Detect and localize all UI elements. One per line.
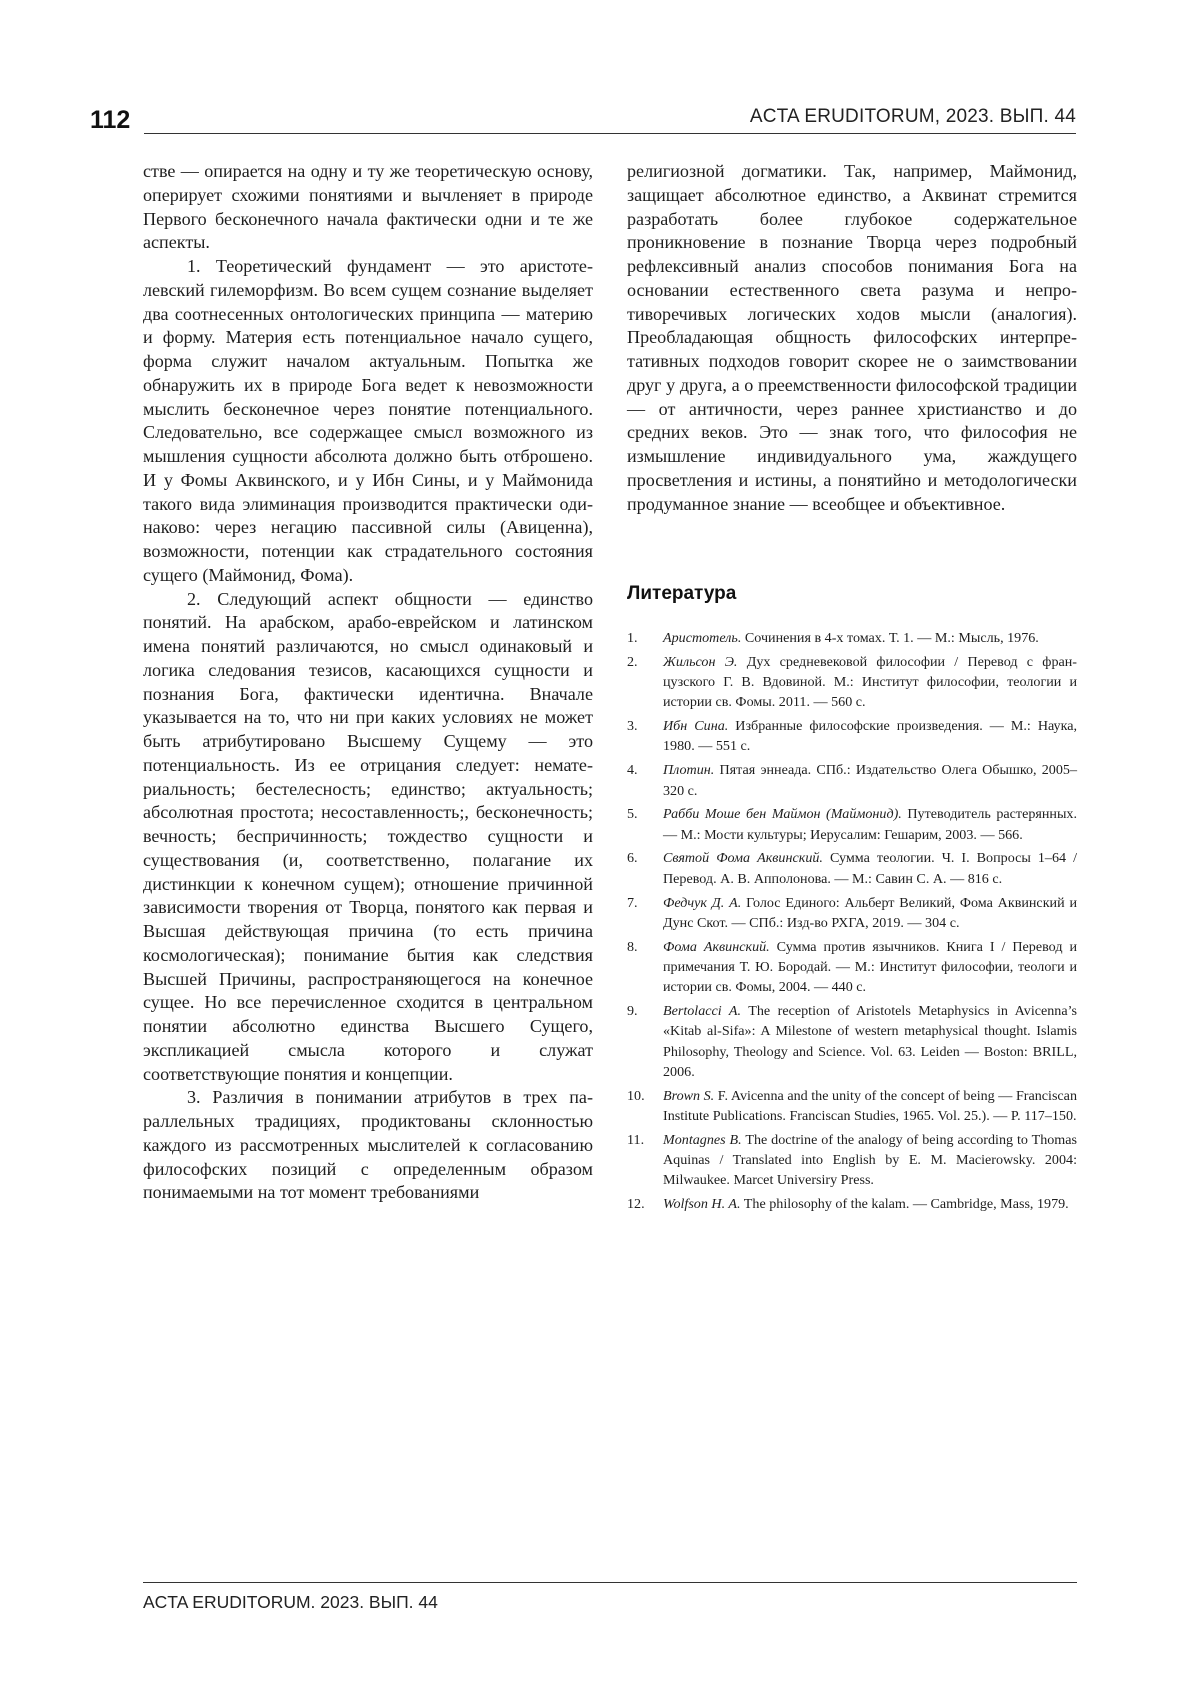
reference-item (627, 1130, 1077, 1191)
running-header (90, 104, 1076, 134)
reference-text: Путеводитель растерянных. — М.: Мости культуры; Иерусалим: Гешарим, 2003. — 566. (663, 806, 1077, 843)
reference-item (627, 1194, 1077, 1214)
reference-text: Дух средневековой философии / Перевод с французского Г. В. Вдовиной. М.: Институт философии, теологии и истории св. Фомы. 2011. — 560 с. (663, 653, 1077, 711)
reference-author: Ибн Сина. (663, 718, 729, 735)
reference-author: Святой Фома Аквинский. (663, 850, 823, 867)
header-rule (144, 133, 1076, 134)
reference-number: 12. (627, 1196, 645, 1213)
reference-number: 1. (627, 630, 638, 646)
reference-text: Голос Единого: Альберт Великий, Фома Аквинский и Дунс Скот. — СПб.: Изд-во РХГА, 2019. — 304 с. (663, 894, 1078, 931)
reference-text: Сочинения в 4-х томах. Т. 1. — М.: Мысль, 1976. (741, 630, 1039, 646)
reference-number: 11. (627, 1131, 645, 1148)
reference-number: 6. (627, 850, 638, 867)
reference-number: 8. (627, 938, 638, 955)
reference-item (627, 652, 1077, 713)
left-column (143, 160, 593, 1205)
reference-text: The philosophy of the kalam. — Cambridge, Mass, 1979. (740, 1196, 1069, 1213)
reference-text: Избранные философские произведения. — М.: Наука, 1980. — 551 с. (663, 718, 1077, 755)
reference-number: 2. (627, 653, 638, 670)
reference-number: 7. (627, 894, 638, 911)
reference-number: 3. (627, 718, 638, 735)
reference-author: Федчук Д. А. (663, 894, 742, 911)
reference-item (627, 1086, 1077, 1127)
reference-author: Аристотель. (663, 630, 742, 646)
reference-number: 4. (627, 762, 638, 779)
reference-item (627, 760, 1077, 801)
reference-list (627, 628, 1077, 1218)
reference-author: Фома Аквинский. (663, 938, 770, 955)
reference-text: F. Avicenna and the unity of the concept of being — Franciscan Institute Publications. Franciscan Studies, 1965. Vol. 25.). — P. 117–150. (663, 1087, 1077, 1124)
body-paragraph: 3. Различия в понимании атрибутов в трех параллельных традициях, продиктованы склонностью каждого из рассмотренных мыслителей к согласованию философских позиций с определенным образом понимаемыми на тот момент требованиями (143, 1087, 593, 1203)
reference-author: Жильсон Э. (663, 653, 738, 670)
reference-author: Montagnes B. (663, 1131, 742, 1148)
journal-title: ACTA ERUDITORUM, 2023. ВЫП. 44 (749, 106, 1076, 127)
reference-text: The doctrine of the analogy of being according to Thomas Aquinas / Translated into English by E. M. Macierowsky. 2004: Milwaukee. Marcet Universiry Press. (663, 1131, 1077, 1189)
reference-item (627, 1001, 1077, 1082)
reference-item (627, 937, 1077, 998)
running-footer: ACTA ERUDITORUM. 2023. ВЫП. 44 (143, 1592, 438, 1612)
body-paragraph: 1. Теоретический фундамент — это аристотелевский гилеморфизм. Во всем сущем сознание выделяет два соотнесенных онтологических принципа — материю и форму. Материя есть потенциальное начало сущего, форма служит началом актуальным. Попытка же обнаружить их в природе Бога ведет к невозможности мыслить бесконечное через понятие потенциального. Следовательно, все содержащее смысл возможного из мышления сущности абсолюта должно быть отброшено. И у Фомы Аквинского, и у Ибн Сины, и у Маймонида такого вида элиминация производится практически одинаково: через негацию пассивной силы (Авиценна), возможности, потенции как страдательного состояния сущего (Маймонид, Фома). (143, 256, 593, 585)
reference-text: The reception of Aristotels Metaphysics in Avicenna’s «Kitab al-Sifa»: A Milestone of western metaphysical thought. Islamis Philosophy, Theology and Science. Vol. 63. Leiden — Boston: BRILL, 2006. (663, 1003, 1077, 1080)
right-column (627, 160, 1077, 516)
body-paragraph: 2. Следующий аспект общности — единство понятий. На арабском, арабо-еврейском и латинском имена понятий различаются, но смысл одинаковый и логика следования тезисов, касающихся сущности и познания Бога, фактически идентична. Вначале указывается на то, что ни при каких условиях не может быть атрибутировано Высшему Сущему — это потенциальность. Из ее отрицания следует: нематериальность; бестелесность; единство; актуальность; абсолютная простота; несоставленность;, бесконечность; вечность; беспричинность; тождество сущности и существования (и, соответственно, полагание их дистинкции к конечном сущем); отношение причинной зависимости творения от Творца, понятого как первая и Высшая действующая причина (то есть причина космологическая); понимание бытия как следствия Высшей Причины, распространяющегося на конечное сущее. Но все перечисленное сходится в центральном понятии абсолютно единства Высшего Сущего, экспликацией смысла которого и служат соответствующие понятия и концепции. (143, 588, 593, 1084)
reference-author: Brown S. (663, 1087, 715, 1104)
reference-text: Сумма теологии. Ч. I. Вопросы 1–64 / Перевод. А. В. Апполонова. — М.: Савин С. А. — 816 с. (663, 850, 1077, 887)
reference-number: 5. (627, 806, 638, 823)
reference-item (627, 893, 1077, 934)
reference-author: Рабби Моше бен Маймон (Маймонид). (663, 806, 902, 823)
page-number: 112 (90, 106, 131, 134)
reference-item (627, 716, 1077, 757)
reference-text: Пятая эннеада. СПб.: Издательство Олега Обышко, 2005–320 с. (663, 762, 1077, 799)
reference-author: Bertolacci A. (663, 1003, 742, 1019)
body-paragraph: религиозной догматики. Так, например, Маймонид, защищает абсолютное единство, а Аквинат стремится разработать более глубокое содержательное проникновение в познание Творца через подробный рефлексивный анализ способов понимания Бога на основании естественного света разума и непротиворечивых логических ходов мысли (аналогия). Преобладающая общность философских интерпретативных подходов говорит скорее не о заимствовании друг у друга, а о преемственности философской традиции — от античности, через раннее христианство и до средних веков. Это — знак того, что философия не измышление индивидуального ума, жаждущего просветления и истины, а понятийно и методологически продуманное знание — всеобщее и объективное. (627, 161, 1077, 514)
reference-item (627, 848, 1077, 889)
reference-number: 9. (627, 1003, 638, 1019)
body-paragraph: стве — опирается на одну и ту же теоретическую основу, оперирует схожими понятиями и вычленяет в природе Первого бесконечного начала фактически одни и те же аспекты. (143, 161, 593, 253)
reference-item (627, 804, 1077, 845)
footer-rule (143, 1582, 1077, 1583)
reference-text: Сумма против язычников. Книга I / Перевод и примечания Т. Ю. Бородай. — М.: Институт философии, теологи и истории св. Фомы, 2004. — 440 с. (663, 938, 1077, 996)
literature-heading: Литература (627, 583, 737, 604)
reference-item (627, 628, 1077, 648)
reference-author: Wolfson H. A. (663, 1196, 741, 1213)
reference-number: 10. (627, 1087, 645, 1104)
reference-author: Плотин. (663, 762, 715, 779)
